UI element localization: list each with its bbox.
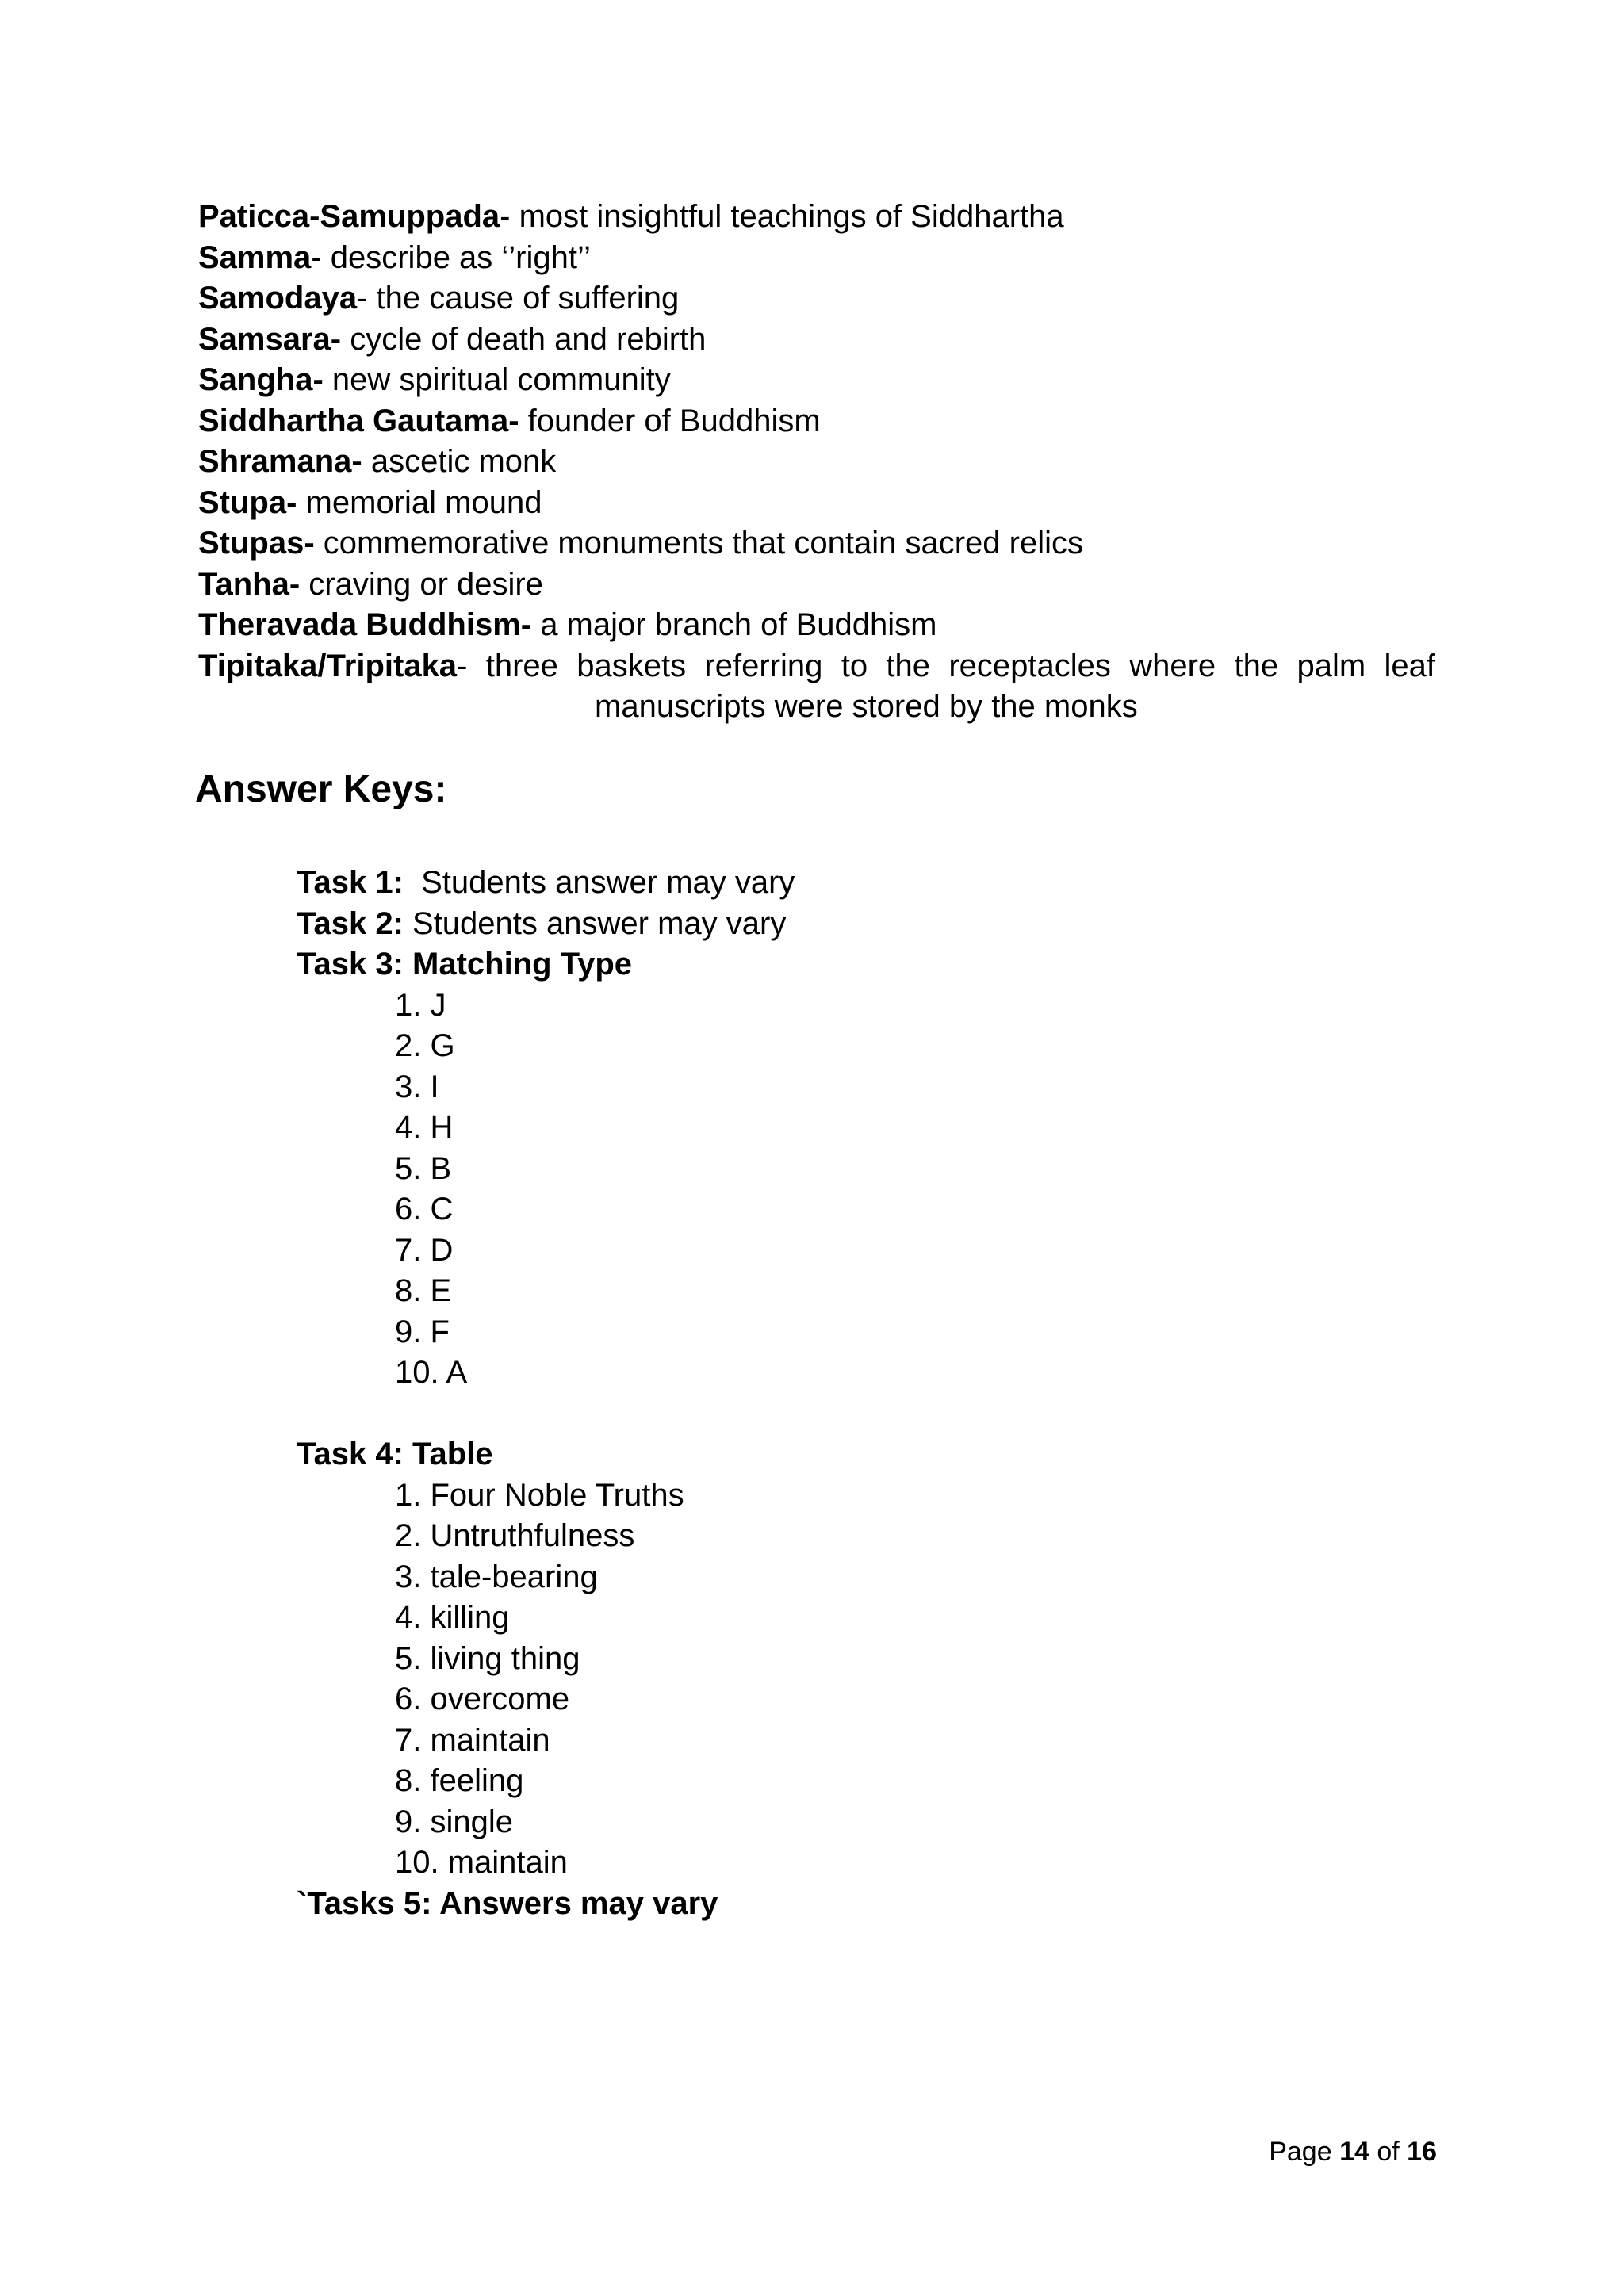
glossary-definition: new spiritual community (323, 362, 671, 397)
glossary-item (198, 320, 1435, 361)
glossary-item (198, 360, 1435, 401)
glossary-definition-continuation: manuscripts were stored by the monks (595, 689, 1138, 724)
glossary-term: Shramana- (198, 444, 362, 479)
task-1-label: Task 1: (297, 865, 404, 900)
glossary-definition: cycle of death and rebirth (341, 321, 707, 357)
glossary-definition: ascetic monk (362, 444, 557, 479)
list-item: 4. H (395, 1110, 454, 1145)
task-1-text: Students answer may vary (421, 865, 795, 900)
glossary-term: Theravada Buddhism- (198, 607, 532, 642)
list-item: 8. feeling (395, 1763, 524, 1798)
total-pages-number: 16 (1407, 2137, 1437, 2167)
glossary-item (198, 483, 1435, 524)
list-item: 1. Four Noble Truths (395, 1477, 684, 1513)
glossary-term: Tanha- (198, 566, 301, 602)
glossary-term: Samodaya (198, 281, 358, 316)
glossary-definition: - three baskets referring to the receptacles where the palm leaf (457, 648, 1435, 683)
page-word: Page (1269, 2137, 1332, 2167)
glossary-item (198, 401, 1435, 442)
glossary-item (198, 605, 1435, 646)
task-3-list (297, 985, 1407, 1394)
of-word: of (1377, 2137, 1400, 2167)
list-item: 3. tale-bearing (395, 1559, 598, 1594)
list-item: 9. single (395, 1804, 513, 1839)
list-item: 8. E (395, 1273, 452, 1308)
list-item: 5. B (395, 1150, 452, 1186)
list-item: 10. A (395, 1355, 468, 1390)
glossary-definition: craving or desire (300, 566, 543, 602)
list-item: 1. J (395, 987, 446, 1023)
glossary-definition: - the cause of suffering (357, 281, 680, 316)
answer-keys-heading: Answer Keys: (195, 768, 447, 810)
glossary-term: Paticca-Samuppada (198, 199, 500, 234)
glossary-term: Sangha- (198, 362, 324, 397)
list-item: 7. D (395, 1232, 454, 1268)
task-4-list (297, 1475, 1407, 1884)
glossary-definition: - most insightful teachings of Siddhartha (500, 199, 1064, 234)
glossary-definition: a major branch of Buddhism (531, 607, 937, 642)
glossary-term: Siddhartha Gautama- (198, 403, 519, 438)
glossary-definition: commemorative monuments that contain sacred relics (314, 526, 1083, 561)
glossary-item (198, 278, 1435, 320)
answer-keys-section (297, 863, 1407, 1924)
current-page-number: 14 (1339, 2137, 1369, 2167)
glossary-term: Samsara- (198, 321, 342, 357)
glossary-definition: founder of Buddhism (519, 403, 821, 438)
glossary-item (198, 442, 1435, 483)
task-2-answer (297, 904, 1407, 945)
list-item: 9. F (395, 1314, 450, 1349)
page-number-footer (1269, 2134, 1437, 2169)
task-3-heading: Task 3: Matching Type (297, 947, 633, 982)
task-4-heading: Task 4: Table (297, 1437, 493, 1471)
glossary-term: Samma (198, 239, 312, 275)
glossary-item (198, 238, 1435, 279)
glossary-item-tipitaka (198, 646, 1435, 687)
glossary-item (198, 523, 1435, 564)
glossary-definition: - describe as ‘’right’’ (311, 239, 592, 275)
list-item: 2. Untruthfulness (395, 1518, 635, 1553)
task-2-label: Task 2: (297, 905, 404, 941)
list-item: 6. C (395, 1192, 454, 1226)
list-item: 4. killing (395, 1600, 510, 1635)
task-1-answer (297, 863, 1407, 904)
task-5-answer: `Tasks 5: Answers may vary (297, 1885, 718, 1921)
list-item: 5. living thing (395, 1640, 580, 1676)
list-item: 2. G (395, 1028, 455, 1063)
glossary-list (198, 197, 1435, 728)
list-item: 7. maintain (395, 1722, 550, 1758)
list-item: 3. I (395, 1069, 439, 1104)
glossary-term: Tipitaka/Tripitaka (198, 648, 458, 683)
task-2-text: Students answer may vary (412, 905, 787, 941)
glossary-term: Stupa- (198, 484, 297, 520)
list-item: 10. maintain (395, 1845, 568, 1880)
glossary-item (198, 197, 1435, 238)
glossary-term: Stupas- (198, 526, 315, 561)
blank-line (297, 1394, 1407, 1435)
glossary-item (198, 564, 1435, 606)
list-item: 6. overcome (395, 1682, 570, 1716)
glossary-definition: memorial mound (297, 484, 542, 520)
